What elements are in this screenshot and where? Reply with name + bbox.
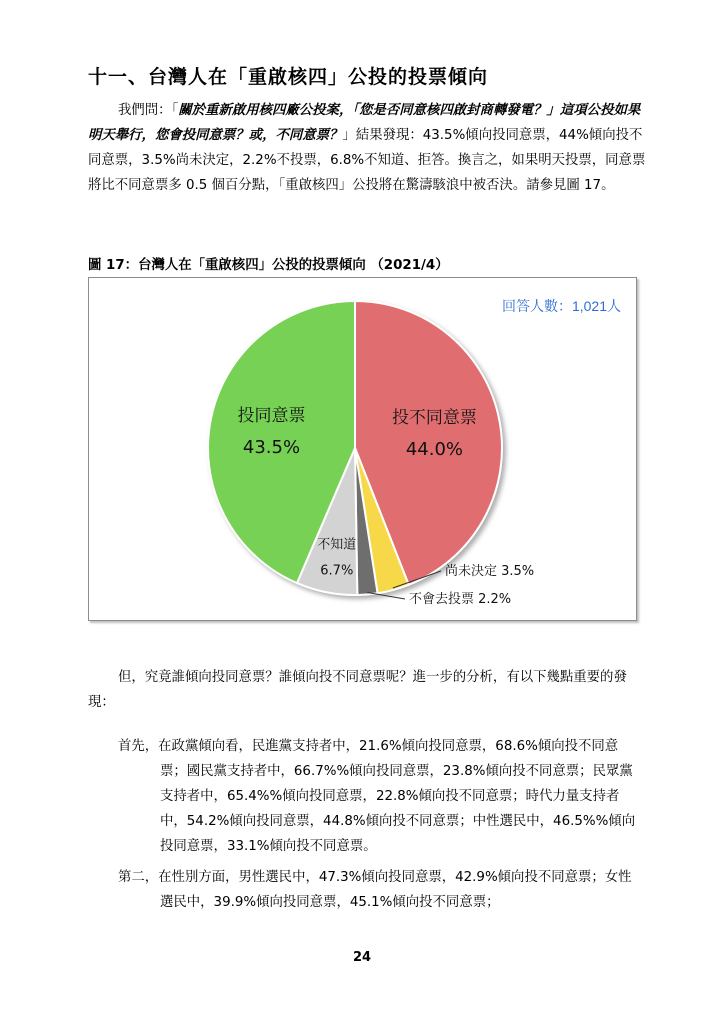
finding-1-text: 在政黨傾向看，民進黨支持者中，21.6%傾向投同意票，68.6%傾向投不同意票；國民黨支持者中，66.7%%傾向投同意票，23.8%傾向投不同意票；民眾黨支持者中，65.4%%傾向投同意票，22.8%傾向投不同意票；時代力量支持者中，54.2%傾向投同意票，44.8%傾向投不同意票；中性選民中，46.5%%傾向投同意票，33.1%傾向投不同意票。 (158, 739, 636, 854)
pie-chart (89, 278, 636, 620)
transition-text: 但，究竟誰傾向投同意票？誰傾向投不同意票呢？進一步的分析，有以下幾點重要的發現： (88, 670, 627, 710)
slice-label-1: 尚未決定 3.5% (445, 564, 535, 579)
slice-value-0: 44.0% (405, 438, 464, 460)
slice-label-4: 投同意票 (237, 405, 306, 426)
finding-2-head: 第二， (118, 870, 159, 885)
intro-result: 」結果發現：43.5%傾向投同意票，44%傾向投不同意票，3.5%尚未決定，2.2%不投票，6.8%不知道、拒答。換言之，如果明天投票，同意票將比不同意票多 0.5 個百分點，「重啟核四」公投將在驚濤駭浪中被否決。請參見圖 17。 (88, 128, 646, 193)
finding-2-text: 在性別方面，男性選民中，47.3%傾向投同意票，42.9%傾向投不同意票；女性選民中，39.9%傾向投同意票，45.1%傾向投不同意票； (158, 870, 632, 910)
slice-label-3: 不知道 (317, 537, 357, 553)
slice-label-2: 不會去投票 2.2% (409, 592, 512, 607)
respondents-label: 回答人數：1,021人 (501, 298, 621, 314)
slice-value-3: 6.7% (320, 563, 354, 579)
section-title: 十一、台灣人在「重啟核四」公投的投票傾向 (88, 66, 489, 88)
slice-value-4: 43.5% (242, 436, 301, 458)
finding-1 (118, 734, 638, 859)
figure-caption: 圖 17：台灣人在「重啟核四」公投的投票傾向 （2021/4） (88, 258, 449, 273)
pie-chart-panel (88, 277, 637, 621)
page-number: 24 (352, 950, 372, 965)
finding-1-head: 首先， (118, 739, 159, 754)
survey-question: 關於重新啟用核四廠公投案，「您是否同意核四啟封商轉發電？」這項公投如果明天舉行，您會投同意票？或，不同意票？ (88, 103, 641, 143)
transition-paragraph (88, 665, 648, 715)
intro-lead: 我們問：「 (118, 103, 179, 118)
finding-2 (118, 865, 638, 915)
leader-line-2 (367, 592, 405, 599)
slice-label-0: 投不同意票 (391, 407, 477, 428)
intro-paragraph (88, 98, 648, 198)
